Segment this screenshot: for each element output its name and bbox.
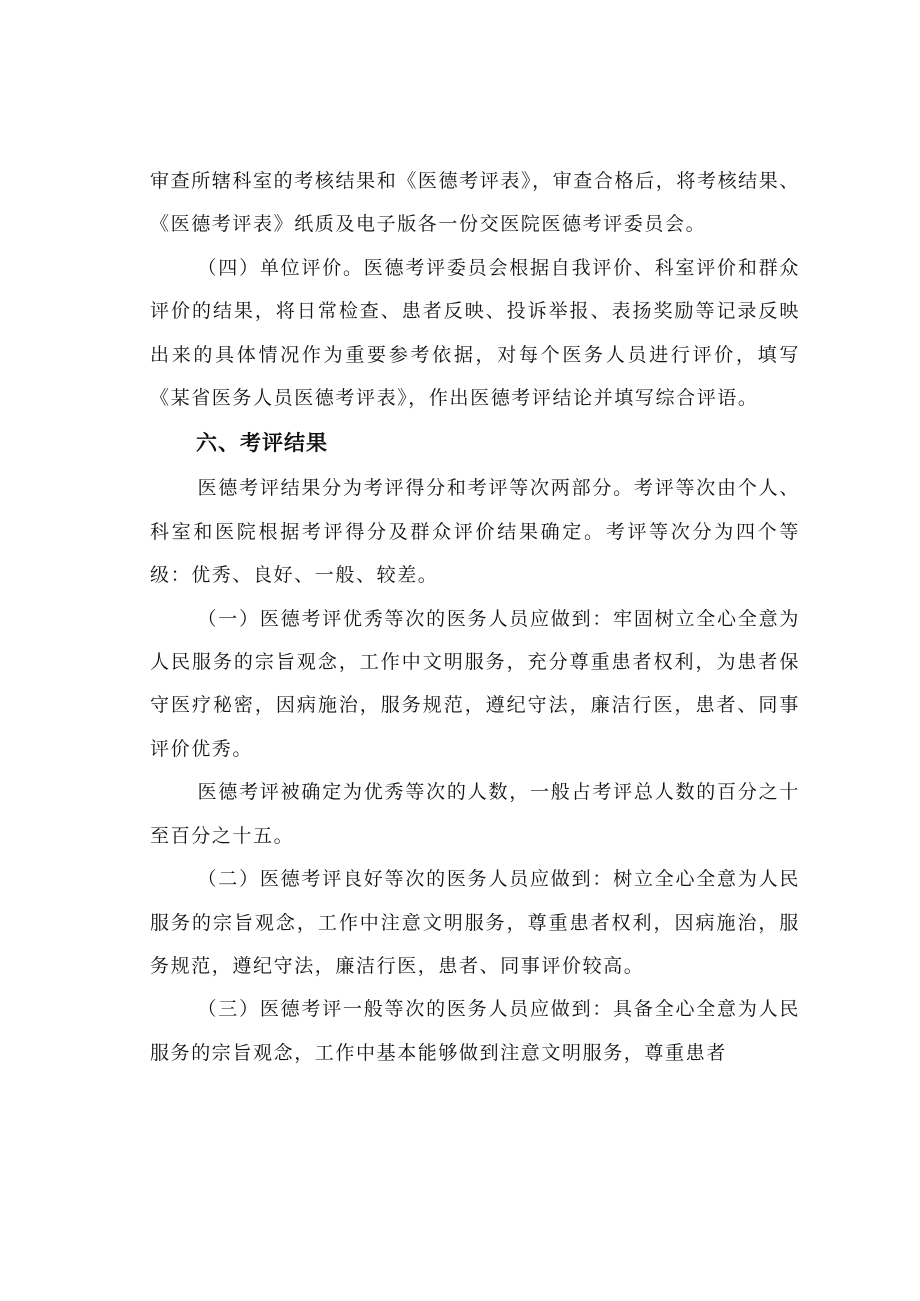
section-heading: 六、考评结果 — [196, 431, 328, 456]
paragraph-excellent-grade: （一）医德考评优秀等次的医务人员应做到：牢固树立全心全意为人民服务的宗旨观念，工作中文明服务，充分尊重患者权利，为患者保守医疗秘密，因病施治，服务规范，遵纪守法，廉洁行医，患者、同事评价优秀。 — [150, 607, 800, 760]
paragraph-excellent-quota: 医德考评被确定为优秀等次的人数，一般占考评总人数的百分之十至百分之十五。 — [150, 781, 800, 847]
paragraph-unit-evaluation: （四）单位评价。医德考评委员会根据自我评价、科室评价和群众评价的结果，将日常检查、患者反映、投诉举报、表扬奖励等记录反映出来的具体情况作为重要参考依据，对每个医务人员进行评价，填写《某省医务人员医德考评表》，作出医德考评结论并填写综合评语。 — [150, 256, 800, 410]
paragraph-review-results: 审查所辖科室的考核结果和《医德考评表》，审查合格后，将考核结果、《医德考评表》纸质及电子版各一份交医院医德考评委员会。 — [150, 170, 800, 236]
paragraph-average-grade: （三）医德考评一般等次的医务人员应做到：具备全心全意为人民服务的宗旨观念，工作中基本能够做到注意文明服务，尊重患者 — [150, 998, 800, 1064]
paragraph-results-overview: 医德考评结果分为考评得分和考评等次两部分。考评等次由个人、科室和医院根据考评得分及群众评价结果确定。考评等次分为四个等级：优秀、良好、一般、较差。 — [150, 477, 800, 587]
document-body — [150, 160, 800, 1075]
paragraph-good-grade: （二）医德考评良好等次的医务人员应做到：树立全心全意为人民服务的宗旨观念，工作中注意文明服务，尊重患者权利，因病施治，服务规范，遵纪守法，廉洁行医，患者、同事评价较高。 — [150, 868, 800, 977]
